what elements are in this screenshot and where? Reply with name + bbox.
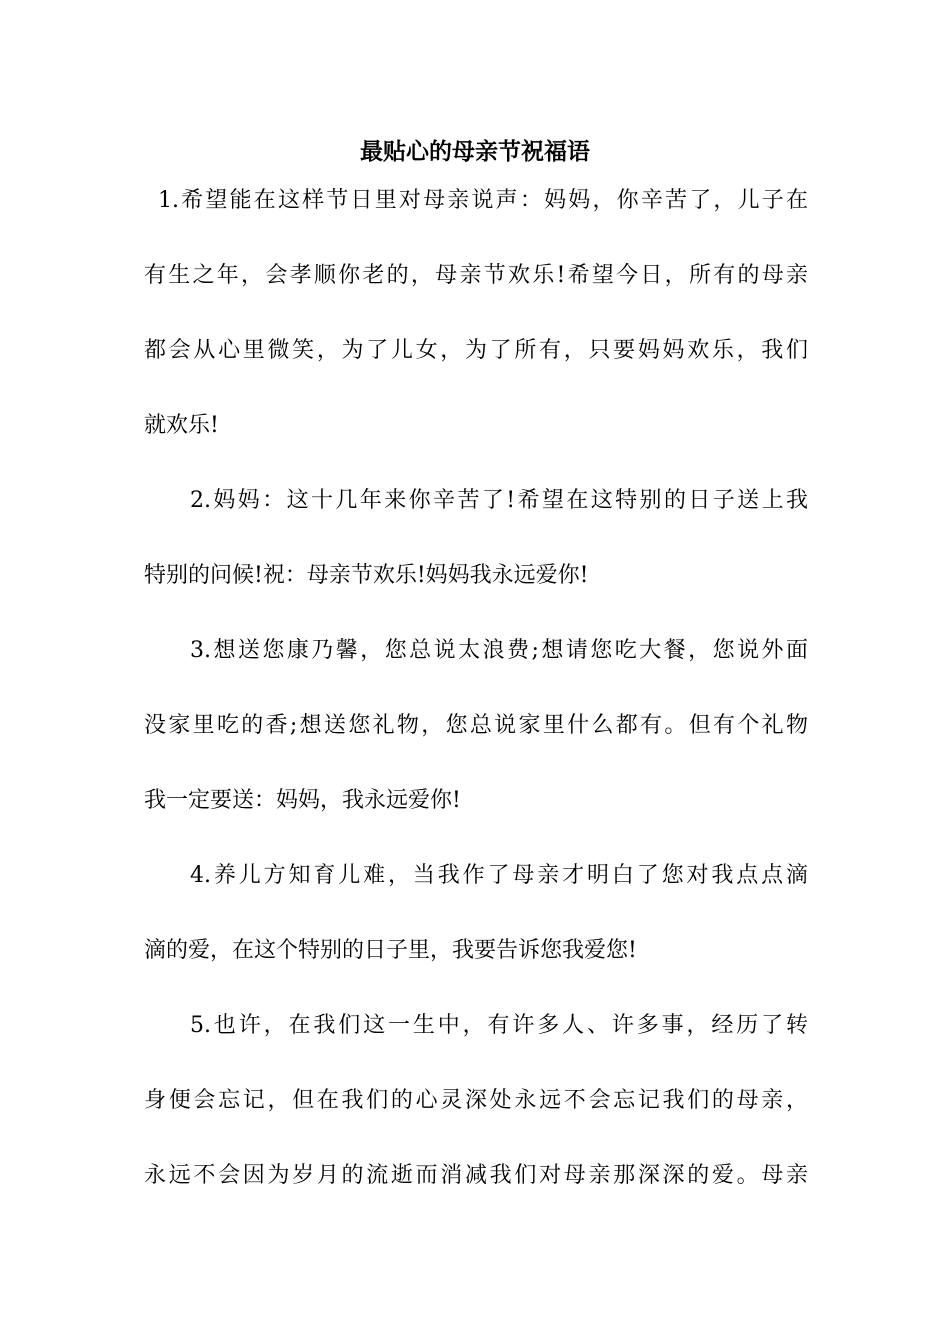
paragraph-4-line-2: 滴的爱，在这个特别的日子里，我要告诉您我爱您! xyxy=(144,938,637,963)
paragraph-1-line-1: 1.希望能在这样节日里对母亲说声：妈妈，你辛苦了，儿子在 xyxy=(158,188,808,213)
paragraph-1-line-3: 都会从心里微笑，为了儿女，为了所有，只要妈妈欢乐，我们 xyxy=(144,338,808,363)
paragraph-5-line-1: 5.也许，在我们这一生中，有许多人、许多事，经历了转 xyxy=(190,1013,808,1038)
paragraph-3-line-2: 没家里吃的香;想送您礼物，您总说家里什么都有。但有个礼物 xyxy=(144,713,808,738)
paragraph-3-line-1: 3.想送您康乃馨，您总说太浪费;想请您吃大餐，您说外面 xyxy=(190,638,808,663)
paragraph-2-line-2: 特别的问候!祝：母亲节欢乐!妈妈我永远爱你! xyxy=(144,563,589,588)
paragraph-5-line-3: 永远不会因为岁月的流逝而消减我们对母亲那深深的爱。母亲 xyxy=(144,1163,808,1188)
paragraph-1-line-4: 就欢乐! xyxy=(144,413,219,438)
paragraph-4-line-1: 4.养儿方知育儿难，当我作了母亲才明白了您对我点点滴 xyxy=(190,863,808,888)
paragraph-2-line-1: 2.妈妈：这十几年来你辛苦了!希望在这特别的日子送上我 xyxy=(190,488,808,513)
paragraph-5-line-2: 身便会忘记，但在我们的心灵深处永远不会忘记我们的母亲， xyxy=(144,1088,808,1113)
paragraph-3-line-3: 我一定要送：妈妈，我永远爱你! xyxy=(144,788,461,813)
paragraph-1-line-2: 有生之年，会孝顺你老的，母亲节欢乐!希望今日，所有的母亲 xyxy=(144,263,808,288)
document-title: 最贴心的母亲节祝福语 xyxy=(360,139,590,165)
